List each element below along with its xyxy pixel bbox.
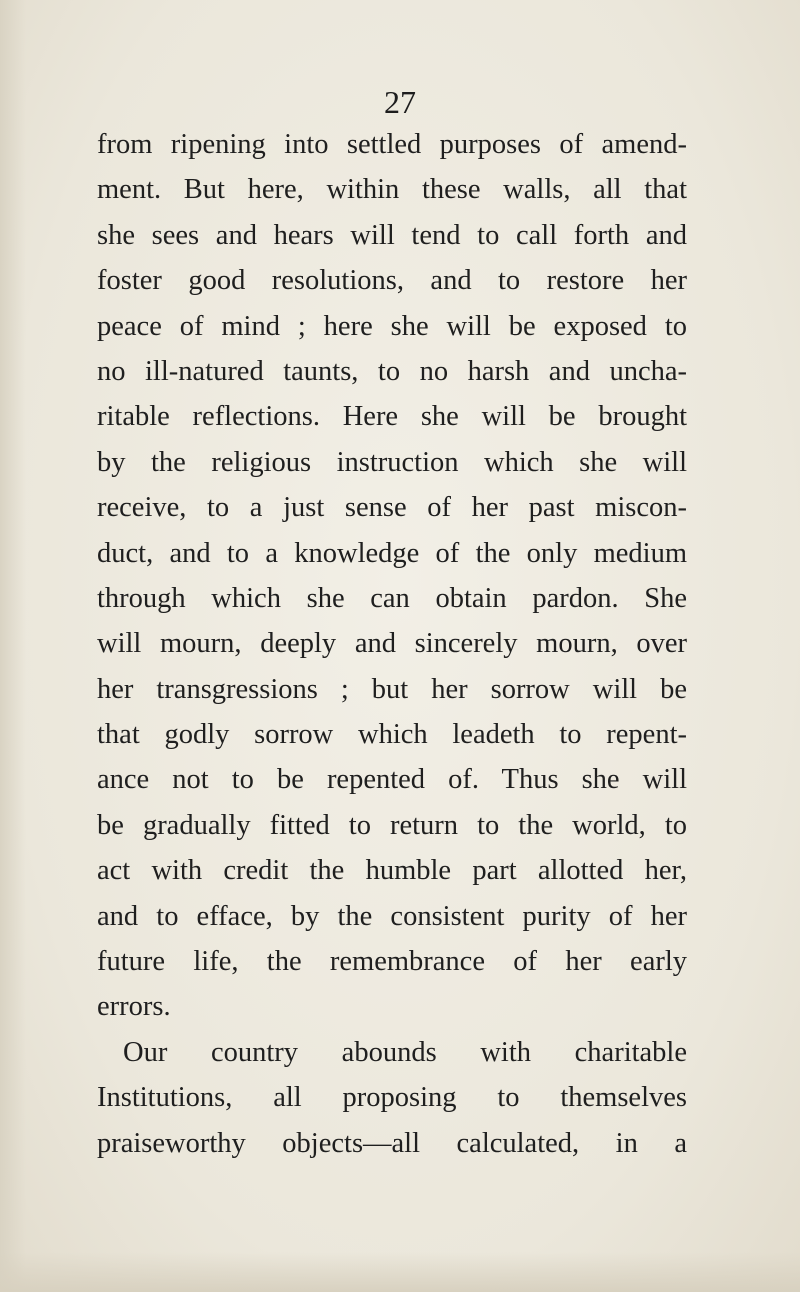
text-line: duct, and to a knowledge of the only medium: [97, 537, 687, 569]
body-text: [97, 122, 687, 1166]
page-number: 27: [384, 84, 416, 120]
text-line: be gradually fitted to return to the world, to: [97, 809, 687, 841]
text-line: will mourn, deeply and sincerely mourn, over: [97, 628, 687, 660]
paragraph-end-line: errors.: [97, 991, 171, 1023]
page-gutter-shadow: [0, 0, 26, 1292]
text-line: act with credit the humble part allotted her,: [97, 855, 687, 887]
text-line: and to efface, by the consistent purity of her: [97, 900, 687, 932]
text-line: by the religious instruction which she will: [97, 446, 687, 478]
text-line: she sees and hears will tend to call forth and: [97, 219, 687, 251]
text-line: peace of mind ; here she will be exposed to: [97, 310, 687, 342]
text-line: future life, the remembrance of her early: [97, 946, 687, 978]
text-line: ment. But here, within these walls, all that: [97, 174, 687, 206]
text-line: foster good resolutions, and to restore her: [97, 265, 687, 297]
text-line: ance not to be repented of. Thus she will: [97, 764, 687, 796]
page-bottom-shadow: [0, 1252, 800, 1292]
text-line: through which she can obtain pardon. She: [97, 582, 687, 614]
text-line: praiseworthy objects—all calculated, in a: [97, 1127, 687, 1159]
text-line: from ripening into settled purposes of amend-: [97, 129, 687, 160]
text-line: receive, to a just sense of her past miscon-: [97, 492, 687, 524]
text-line: her transgressions ; but her sorrow will be: [97, 673, 687, 705]
text-line: no ill-natured taunts, to no harsh and uncha-: [97, 355, 687, 387]
text-line: ritable reflections. Here she will be brought: [97, 401, 687, 433]
paragraph-start-line: Our country abounds with charitable: [123, 1036, 687, 1068]
text-line: Institutions, all proposing to themselves: [97, 1082, 687, 1114]
text-line: that godly sorrow which leadeth to repent-: [97, 719, 687, 751]
